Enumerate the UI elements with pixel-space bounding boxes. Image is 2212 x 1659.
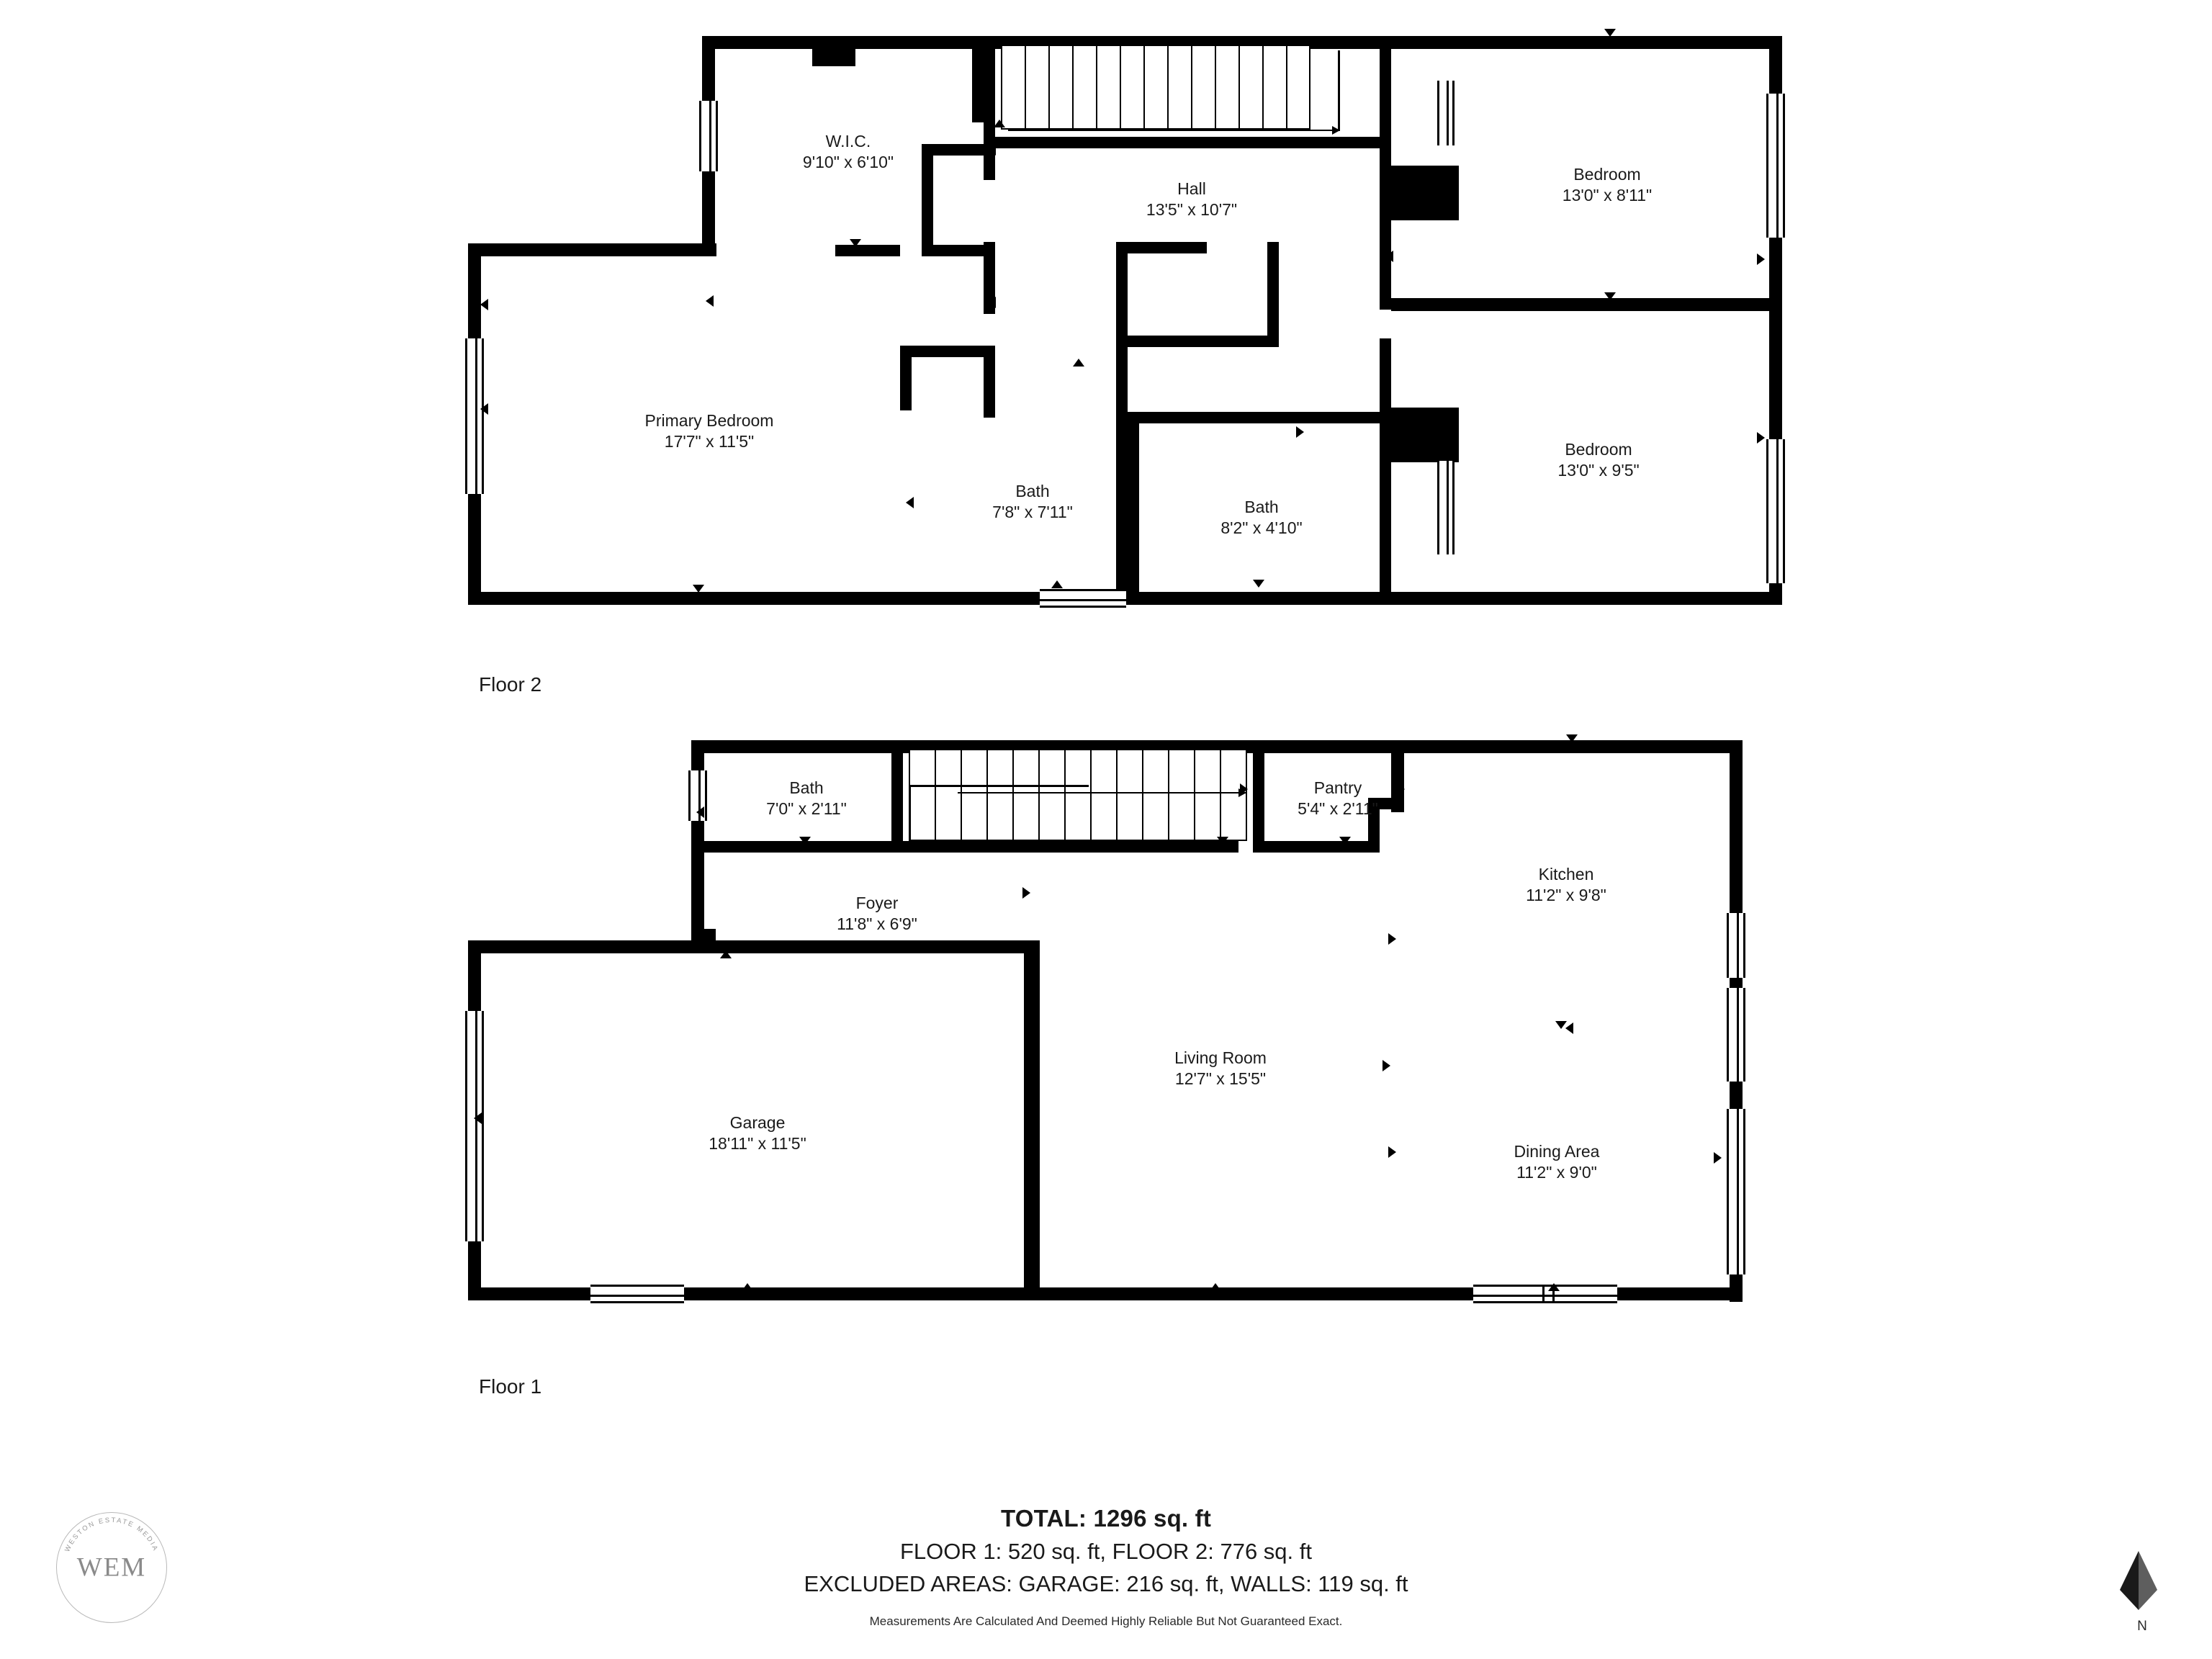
wall-segment (691, 936, 706, 949)
room-name: Living Room (1174, 1048, 1267, 1067)
room-dimensions: 7'8" x 7'11" (992, 503, 1073, 522)
door-swing-arrow (799, 837, 811, 845)
room-name: Kitchen (1538, 865, 1594, 884)
room-label-foyer (837, 893, 917, 935)
door-swing-arrow (1397, 783, 1405, 795)
window (1473, 1285, 1617, 1303)
summary-footer (0, 1505, 2212, 1629)
room-dimensions: 13'0" x 9'5" (1557, 461, 1640, 480)
room-name: Bath (1244, 498, 1279, 516)
door-swing-arrow (1339, 837, 1351, 845)
room-name: Garage (729, 1113, 786, 1132)
room-label-garage (709, 1112, 806, 1155)
room-dimensions: 13'0" x 8'11" (1562, 186, 1653, 205)
room-name: Dining Area (1514, 1142, 1600, 1161)
stair-direction-arrow (958, 792, 1246, 793)
door-swing-arrow (720, 950, 732, 958)
wall-segment (891, 740, 903, 812)
wall-segment (468, 940, 1037, 953)
door-swing-arrow (1565, 1022, 1573, 1034)
window (590, 1285, 684, 1303)
wall-segment (1253, 740, 1264, 853)
room-dimensions: 12'7" x 15'5" (1174, 1069, 1267, 1089)
floor-area-breakdown-text: FLOOR 1: 520 sq. ft, FLOOR 2: 776 sq. ft (899, 1539, 1313, 1564)
door-swing-arrow (1566, 734, 1578, 742)
room-label-bath-half (766, 778, 847, 820)
room-dimensions: 7'0" x 2'11" (766, 799, 847, 819)
room-name: Bath (1015, 482, 1050, 500)
room-dimensions: 11'2" x 9'8" (1526, 886, 1606, 905)
room-dimensions: 5'4" x 2'11" (1298, 799, 1378, 819)
room-label-dining-area (1514, 1141, 1600, 1184)
floor-1-caption: Floor 1 (479, 1375, 542, 1398)
door-swing-arrow (474, 1112, 482, 1124)
door-swing-arrow (696, 806, 704, 818)
brand-logo (50, 1506, 173, 1629)
room-dimensions: 18'11" x 11'5" (709, 1134, 806, 1154)
wall-segment (909, 785, 911, 841)
door-swing-arrow (1388, 1146, 1396, 1158)
window (465, 1011, 484, 1241)
door-swing-arrow (1714, 1152, 1722, 1164)
disclaimer-text: Measurements Are Calculated And Deemed Highly Reliable But Not Guaranteed Exact. (869, 1614, 1343, 1628)
window (1727, 988, 1745, 1082)
north-arrow-icon (2110, 1548, 2175, 1617)
svg-text:WESTON ESTATE MEDIA (63, 1516, 160, 1553)
door-swing-arrow (893, 788, 901, 800)
door-swing-arrow (1382, 1060, 1390, 1071)
door-swing-arrow (1022, 887, 1030, 899)
staircase (909, 749, 1247, 841)
room-dimensions: 9'10" x 6'10" (802, 153, 894, 172)
room-label-pantry (1298, 778, 1378, 820)
room-name: Foyer (855, 894, 899, 912)
door-swing-arrow (1548, 1283, 1560, 1291)
floor-2-caption: Floor 2 (479, 673, 542, 696)
wall-segment (704, 929, 716, 949)
room-label-kitchen (1526, 864, 1606, 907)
compass-north-arrow (2110, 1548, 2175, 1635)
wall-segment (903, 841, 1097, 853)
room-name: Bedroom (1573, 165, 1641, 184)
excluded-areas-text: EXCLUDED AREAS: GARAGE: 216 sq. ft, WALLS: 119 sq. ft (804, 1571, 1408, 1596)
room-label-living-room (1174, 1048, 1267, 1090)
total-area-text: TOTAL: 1296 sq. ft (1000, 1505, 1212, 1532)
door-swing-arrow (742, 1283, 753, 1291)
room-name: Hall (1177, 179, 1206, 198)
room-name: Bath (789, 778, 824, 797)
room-dimensions: 8'2" x 4'10" (1220, 518, 1303, 538)
logo-wordmark: WEM (76, 1552, 147, 1583)
wall-segment (1264, 841, 1380, 853)
window (1727, 1109, 1745, 1274)
room-name: Bedroom (1565, 440, 1632, 459)
door-swing-arrow (1217, 837, 1228, 845)
room-name: Primary Bedroom (644, 411, 774, 430)
door-swing-arrow (1388, 933, 1396, 945)
room-dimensions: 13'5" x 10'7" (1146, 200, 1238, 220)
logo-arc-label: WESTON ESTATE MEDIA (63, 1516, 160, 1553)
room-name: Pantry (1313, 778, 1362, 797)
wall-segment (1097, 841, 1109, 853)
compass-label: N (2137, 1619, 2147, 1634)
wall-segment (909, 785, 1089, 787)
door-swing-arrow (696, 884, 704, 896)
wall-segment (1024, 940, 1040, 1300)
room-dimensions: 11'8" x 6'9" (837, 914, 917, 934)
window (1727, 913, 1745, 978)
room-name: W.I.C. (825, 132, 871, 150)
wall-segment (891, 812, 903, 853)
door-swing-arrow (1210, 1283, 1221, 1291)
door-swing-arrow (1240, 783, 1248, 795)
room-dimensions: 11'2" x 9'0" (1516, 1163, 1597, 1182)
room-dimensions: 17'7" x 11'5" (664, 432, 755, 451)
